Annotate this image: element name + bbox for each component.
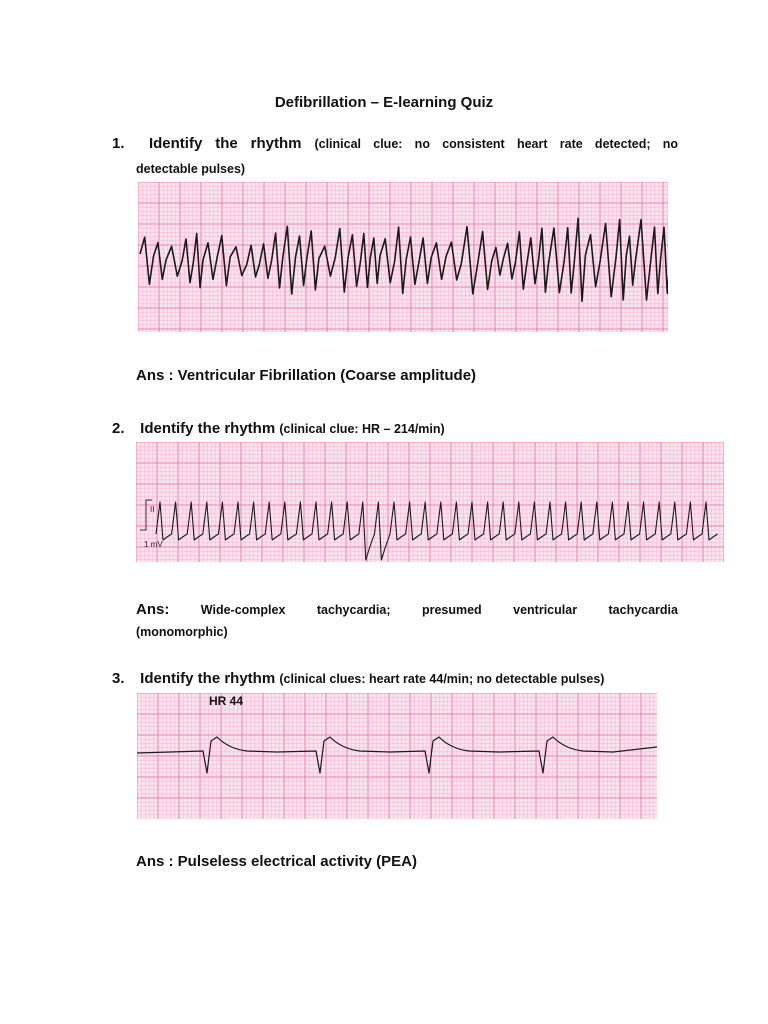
answer-1: Ans : Ventricular Fibrillation (Coarse amplitude): [136, 367, 477, 384]
question-1-clue-line1: (clinical clue: no consistent heart rate detected; no: [314, 137, 679, 151]
ecg-strip-1: [138, 182, 668, 332]
ecg-scale-label: 1 mV: [144, 540, 163, 549]
question-1-clue-line2: detectable pulses): [136, 162, 246, 176]
question-3-clue: (clinical clues: heart rate 44/min; no detectable pulses): [279, 672, 605, 686]
ecg-strip-3-svg: [137, 693, 657, 819]
ecg-hr-label: HR 44: [209, 694, 244, 708]
answer-2-word: presumed: [421, 603, 482, 617]
document-title: Defibrillation – E-learning Quiz: [274, 94, 494, 111]
ecg-strip-2-svg: [136, 442, 724, 562]
question-1-number: 1.: [112, 135, 125, 152]
answer-2-word: ventricular: [513, 603, 578, 617]
question-3-number: 3.: [112, 670, 125, 687]
question-1-line1: [112, 131, 678, 157]
answer-2-line1: [136, 599, 678, 621]
question-3-prompt: Identify the rhythm: [140, 670, 276, 687]
answer-3: Ans : Pulseless electrical activity (PEA): [136, 853, 417, 870]
answer-2-word: Wide-complex: [200, 603, 286, 617]
ecg-strip-2: [136, 442, 724, 562]
ecg-grid-2: [136, 442, 724, 562]
ecg-lead-label: II: [150, 505, 155, 514]
question-3: [112, 666, 678, 692]
ecg-strip-3: [137, 693, 657, 819]
ecg-strip-1-svg: [138, 182, 668, 332]
question-2-number: 2.: [112, 420, 125, 437]
question-2: [112, 416, 678, 442]
answer-2-line2: (monomorphic): [136, 625, 228, 639]
question-1-prompt: Identify the rhythm: [148, 135, 302, 152]
answer-2-word: tachycardia;: [316, 603, 391, 617]
question-2-clue: (clinical clue: HR – 214/min): [279, 422, 445, 436]
question-1: [112, 131, 678, 182]
answer-2-lead: Ans:: [136, 601, 170, 618]
question-2-prompt: Identify the rhythm: [140, 420, 276, 437]
answer-2: [136, 599, 678, 643]
answer-2-word: tachycardia: [608, 603, 678, 617]
